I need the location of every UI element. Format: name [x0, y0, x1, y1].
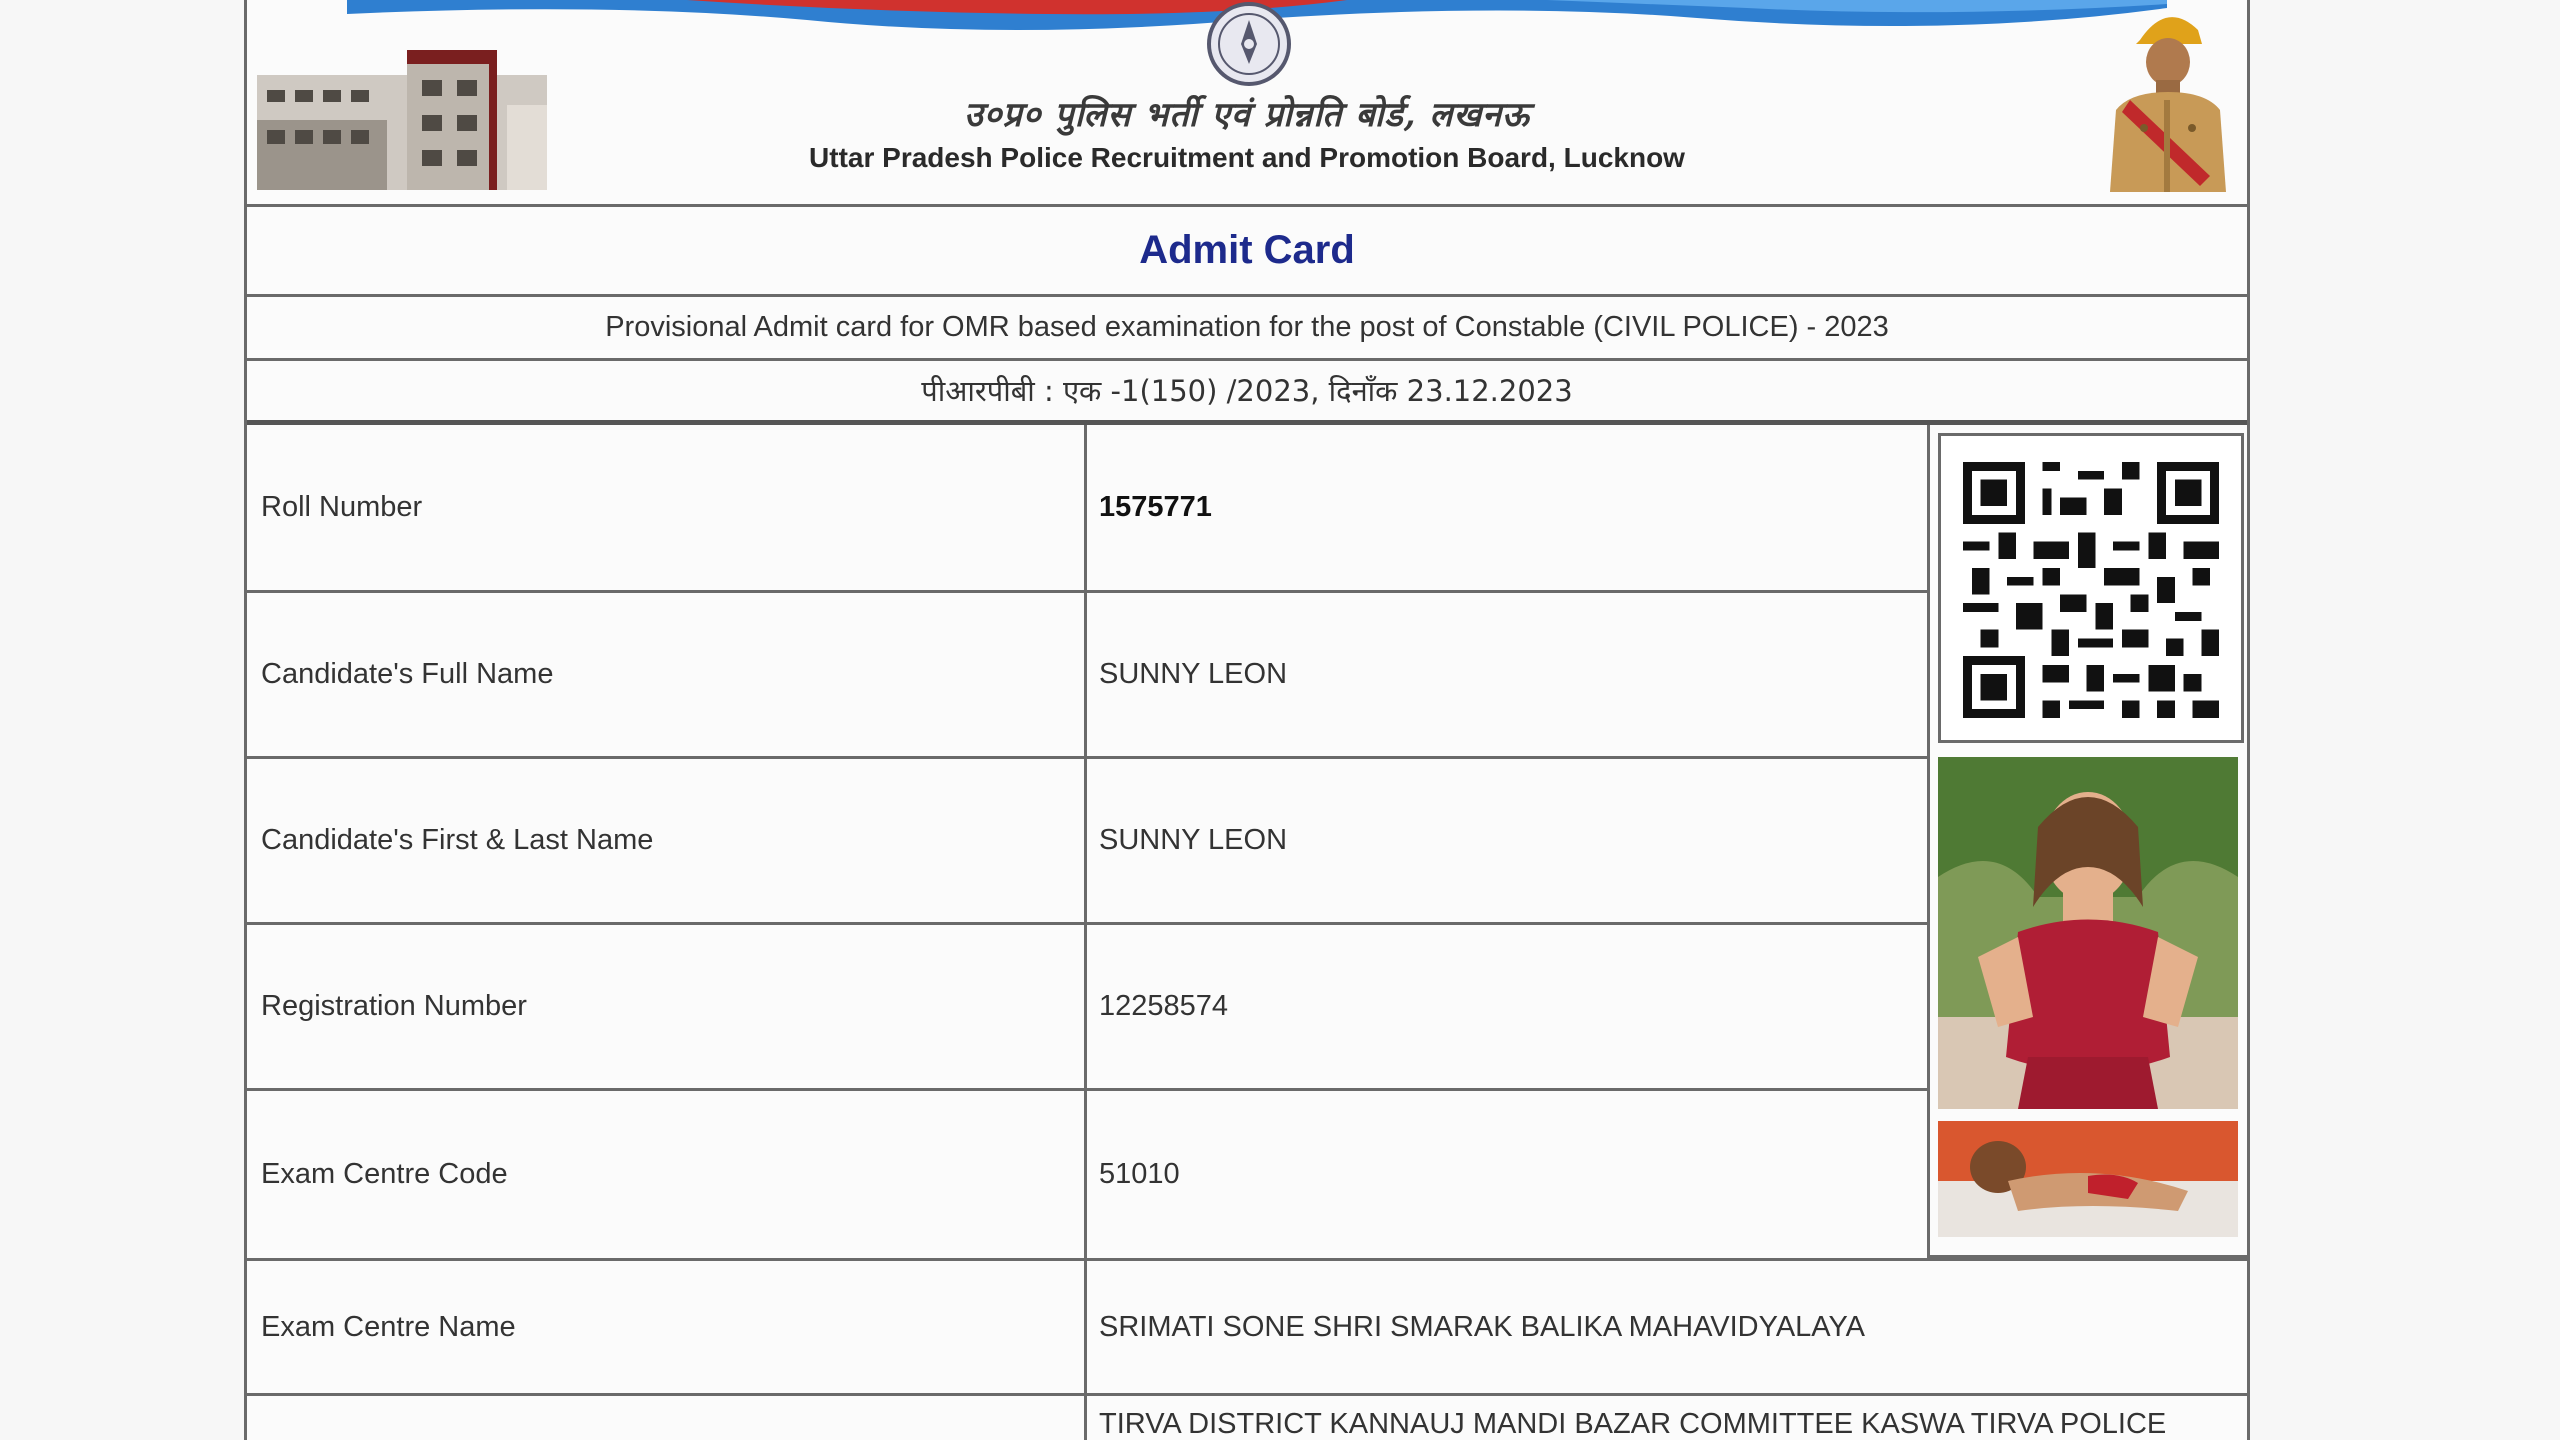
field-label: Candidate's First & Last Name	[247, 759, 1087, 922]
field-label	[247, 1396, 1087, 1440]
field-label: Candidate's Full Name	[247, 593, 1087, 756]
exam-centre-code-value: 51010	[1099, 1158, 1180, 1190]
org-name-hindi: उ०प्र० पुलिस भर्ती एवं प्रोन्नति बोर्ड, लखनऊ	[964, 95, 1530, 135]
exam-description: Provisional Admit card for OMR based examination for the post of Constable (CIVIL POLICE) - 2023	[605, 311, 1889, 343]
registration-number-value: 12258574	[1099, 990, 1229, 1022]
exam-description-row	[247, 297, 2247, 361]
org-name-english: Uttar Pradesh Police Recruitment and Promotion Board, Lucknow	[809, 142, 1685, 173]
full-name-value: SUNNY LEON	[1099, 658, 1288, 690]
exam-centre-address-value: TIRVA DISTRICT KANNAUJ MANDI BAZAR COMMITTEE KASWA TIRVA POLICE	[1099, 1408, 2167, 1440]
qr-code-icon	[1963, 462, 2219, 718]
field-label: Exam Centre Code	[247, 1091, 1087, 1258]
police-officer-image	[2100, 0, 2235, 192]
first-last-name-value: SUNNY LEON	[1099, 824, 1288, 856]
table-row	[247, 1396, 2247, 1440]
field-label: Registration Number	[247, 925, 1087, 1088]
exam-centre-name-value: SRIMATI SONE SHRI SMARAK BALIKA MAHAVIDYALAYA	[1099, 1310, 1866, 1343]
table-row	[247, 593, 1927, 759]
field-label: Roll Number	[247, 425, 1087, 590]
table-row	[247, 425, 1927, 593]
table-row	[247, 1091, 1927, 1258]
roll-number-value: 1575771	[1099, 491, 1212, 523]
qr-code-frame	[1938, 433, 2244, 743]
admit-card-title-row	[247, 207, 2247, 297]
field-label: Exam Centre Name	[247, 1261, 1087, 1393]
reference-row	[247, 361, 2247, 425]
up-police-emblem-icon	[1205, 0, 1293, 88]
admit-card-title: Admit Card	[1139, 228, 1355, 272]
candidate-photo	[1938, 757, 2238, 1109]
table-row	[247, 1258, 2247, 1396]
candidate-media-column	[1927, 425, 2247, 1258]
secondary-photo	[1938, 1121, 2238, 1237]
table-row	[247, 759, 1927, 925]
card-header	[247, 0, 2247, 207]
table-row	[247, 925, 1927, 1091]
admit-card	[244, 0, 2250, 1440]
reference-number: पीआरपीबी : एक -1(150) /2023, दिनाँक 23.12.2023	[921, 374, 1573, 408]
